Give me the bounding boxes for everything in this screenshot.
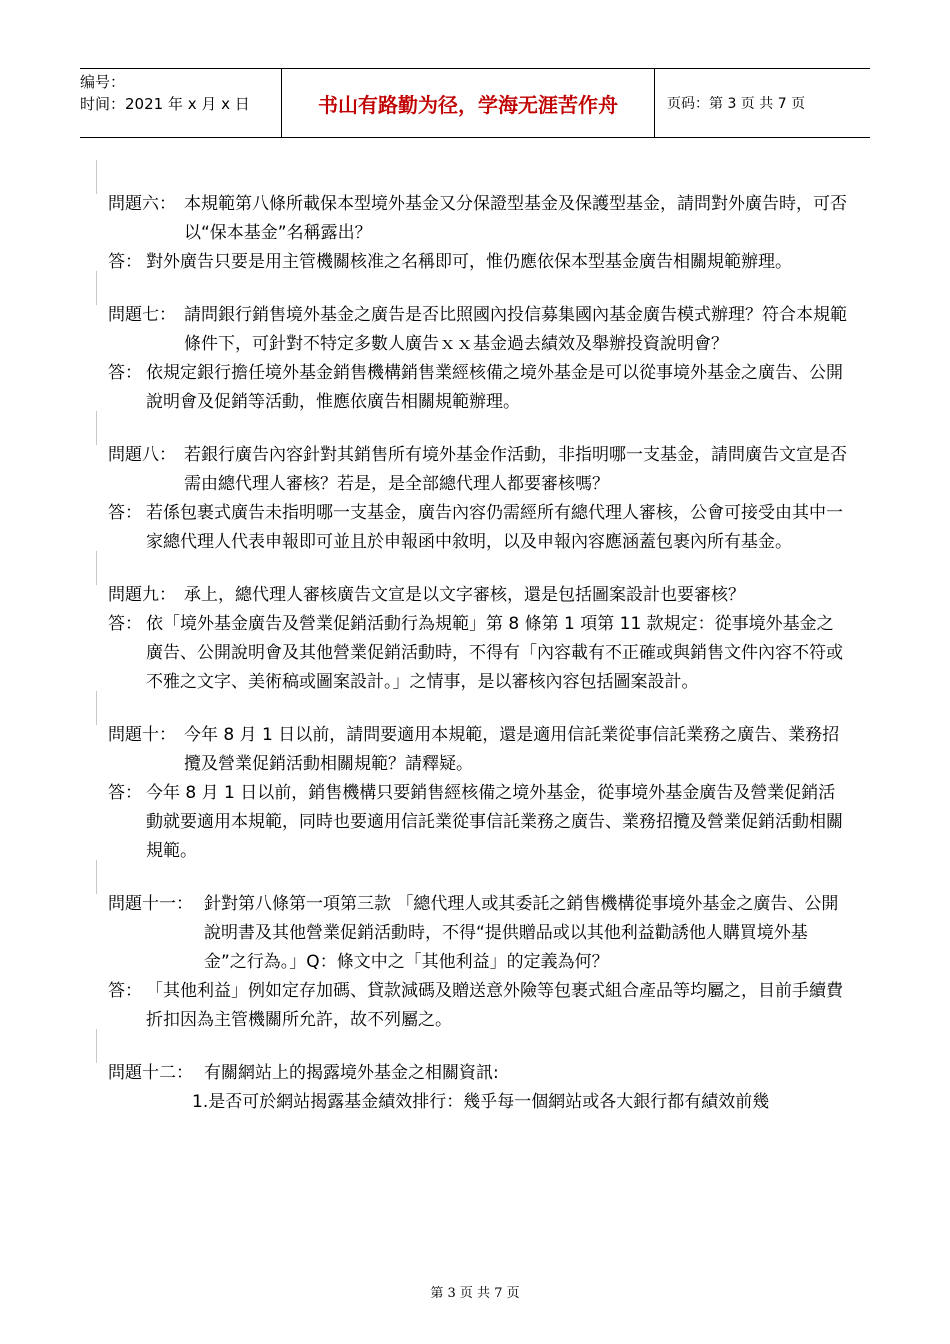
qa-item	[108, 301, 848, 417]
question-text: 若銀行廣告內容針對其銷售所有境外基金作活動，非指明哪一支基金，請問廣告文宣是否需由總代理人審核？若是，是全部總代理人都要審核嗎？	[184, 445, 847, 494]
answer-text: 若係包裹式廣告未指明哪一支基金，廣告內容仍需經所有總代理人審核，公會可接受由其中一家總代理人代表申報即可並且於申報函中敘明，以及申報內容應涵蓋包裹內所有基金。	[146, 503, 843, 552]
question	[108, 1059, 848, 1088]
question	[108, 890, 848, 977]
header-motto: 书山有路勤为径，学海无涯苦作舟	[281, 69, 655, 137]
question-label: 問題十一：	[108, 894, 193, 914]
question-label: 問題八：	[108, 445, 176, 465]
question-text: 承上，總代理人審核廣告文宣是以文字審核，還是包括圖案設計也要審核？	[184, 585, 745, 605]
qa-item	[108, 190, 848, 277]
answer-label: 答：	[108, 614, 142, 634]
page-footer: 第 3 页 共 7 页	[430, 1286, 520, 1301]
question-label: 問題六：	[108, 194, 176, 214]
header-page-info: 页码：第 3 页 共 7 页	[667, 96, 806, 112]
qa-item	[108, 581, 848, 697]
answer	[108, 977, 848, 1035]
date-label: 时间：2021 年 x 月 x 日	[80, 95, 250, 113]
answer-text: 今年 8 月 1 日以前，銷售機構只要銷售經核備之境外基金，從事境外基金廣告及營業促銷活動就要適用本規範，同時也要適用信託業從事信託業務之廣告、業務招攬及營業促銷活動相關規範。	[146, 783, 843, 861]
answer-text: 依規定銀行擔任境外基金銷售機構銷售業經核備之境外基金是可以從事境外基金之廣告、公開說明會及促銷等活動，惟應依廣告相關規範辦理。	[146, 363, 843, 412]
document-body	[108, 190, 848, 1141]
answer-label: 答：	[108, 252, 142, 272]
answer-text: 依「境外基金廣告及營業促銷活動行為規範」第 8 條第 1 項第 11 款規定：從事境外基金之廣告、公開說明會及其他營業促銷活動時，不得有「內容載有不正確或與銷售文件內容不符或不雅之文字、美術稿或圖案設計。」之情事，是以審核內容包括圖案設計。	[146, 614, 843, 692]
answer	[108, 499, 848, 557]
question	[108, 441, 848, 499]
qa-item	[108, 1059, 848, 1117]
question-text: 本規範第八條所載保本型境外基金又分保證型基金及保護型基金，請問對外廣告時，可否以“保本基金”名稱露出？	[184, 194, 847, 243]
answer	[108, 248, 848, 277]
answer-label: 答：	[108, 783, 142, 803]
answer-label: 答：	[108, 363, 142, 383]
question	[108, 190, 848, 248]
question	[108, 721, 848, 779]
question-label: 問題七：	[108, 305, 176, 325]
question-text: 請問銀行銷售境外基金之廣告是否比照國內投信募集國內基金廣告模式辦理？符合本規範條件下，可針對不特定多數人廣告ｘｘ基金過去績效及舉辦投資說明會？	[184, 305, 847, 354]
answer-label: 答：	[108, 981, 142, 1001]
question-text: 今年 8 月 1 日以前，請問要適用本規範，還是適用信託業從事信託業務之廣告、業務招攬及營業促銷活動相關規範？請釋疑。	[184, 725, 840, 774]
question-label: 問題九：	[108, 585, 176, 605]
header-meta	[80, 69, 281, 137]
number-label: 编号：	[80, 73, 126, 91]
answer	[108, 610, 848, 697]
answer-text: 對外廣告只要是用主管機關核准之名稱即可，惟仍應依保本型基金廣告相關規範辦理。	[146, 252, 792, 272]
answer-label: 答：	[108, 503, 142, 523]
question-text: 有關網站上的揭露境外基金之相關資訊:	[204, 1063, 499, 1083]
qa-item	[108, 441, 848, 557]
answer-text: 「其他利益」例如定存加碼、貸款減碼及贈送意外險等包裹式組合產品等均屬之，目前手續費折扣因為主管機關所允許，故不列屬之。	[146, 981, 843, 1030]
sub-item: 1.是否可於網站揭露基金績效排行：幾乎每一個網站或各大銀行都有績效前幾	[192, 1092, 770, 1112]
question	[108, 581, 848, 610]
question-label: 問題十：	[108, 725, 176, 745]
answer	[108, 779, 848, 866]
qa-item	[108, 721, 848, 866]
question-text: 針對第八條第一項第三款 「總代理人或其委託之銷售機構從事境外基金之廣告、公開說明書及其他營業促銷活動時，不得“提供贈品或以其他利益勸誘他人購買境外基金”之行為。」Q：條文中之「其他利益」的定義為何？	[204, 894, 839, 972]
answer	[108, 359, 848, 417]
page-header	[80, 68, 870, 138]
qa-item	[108, 890, 848, 1035]
question-label: 問題十二：	[108, 1063, 193, 1083]
question	[108, 301, 848, 359]
